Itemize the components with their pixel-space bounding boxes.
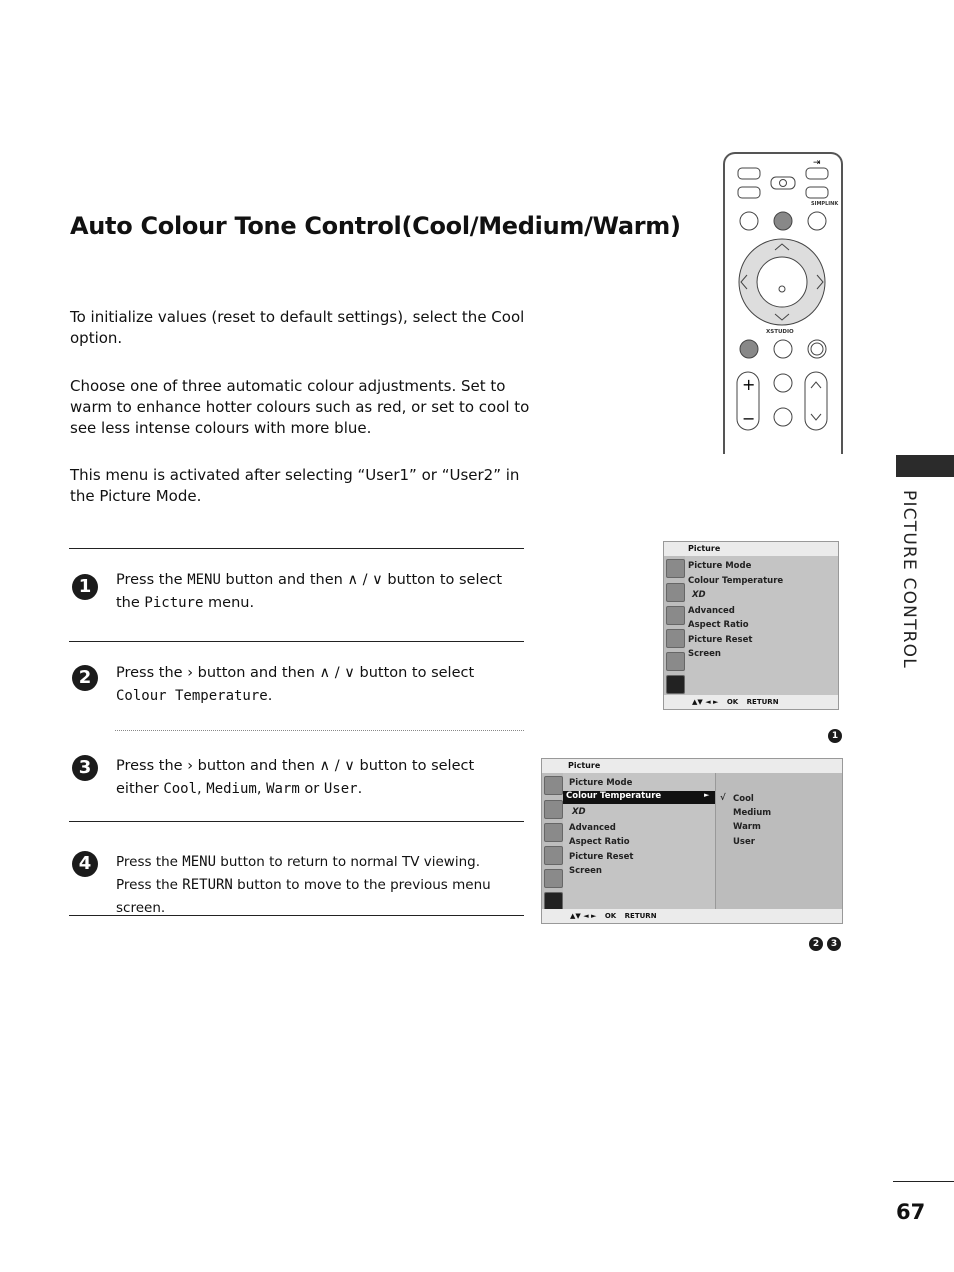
page-number-rule <box>893 1181 954 1182</box>
menu-item: Picture Mode <box>688 561 752 571</box>
warm-key: Warm <box>266 781 300 797</box>
submenu-arrow-icon: ► <box>704 791 710 799</box>
time-icon <box>666 606 685 625</box>
lock-icon <box>666 652 685 671</box>
user-key: User <box>323 781 358 797</box>
step-3-text: Press the › button and then ∧ / ∨ button to select either Cool, Medium, Warm or User. <box>116 758 475 797</box>
audio-icon <box>666 583 685 602</box>
page-number: 67 <box>896 1200 926 1224</box>
menu-item: Picture Reset <box>569 852 634 862</box>
section-label: PICTURE CONTROL <box>899 490 919 669</box>
picture-menu-screen-1 <box>663 541 839 710</box>
step-4-text: Press the MENU button to return to normal TV viewing. Press the RETURN button to move to the previous menu screen. <box>116 854 491 916</box>
menu-item: Picture Reset <box>688 635 753 645</box>
step-number-3: 3 <box>72 755 98 781</box>
menu-item: Picture Mode <box>569 778 633 788</box>
step-number-1: 1 <box>72 574 98 600</box>
menu-header: Picture <box>542 759 842 773</box>
xstudio-logo: XSTUDIO <box>766 329 794 335</box>
step-divider-dotted <box>115 730 524 731</box>
svg-text:−: − <box>742 409 756 428</box>
menu-item-selected: Colour Temperature <box>566 791 662 801</box>
menu-key: MENU <box>187 572 221 588</box>
svg-text:⇥: ⇥ <box>813 158 821 168</box>
menu-item: Advanced <box>688 606 735 616</box>
step-divider <box>69 821 524 822</box>
option-item: User <box>733 837 755 847</box>
menu-item: Screen <box>569 866 602 876</box>
step-marker: 3 <box>827 937 841 951</box>
menu-item: Screen <box>688 649 721 659</box>
xd-logo: XD <box>692 590 706 600</box>
page-title: Auto Colour Tone Control(Cool/Medium/Warm) <box>70 212 681 240</box>
step-divider <box>69 548 524 549</box>
remote-control-illustration <box>723 152 843 454</box>
menu-icon-column <box>542 773 563 909</box>
picture-menu-screen-2 <box>541 758 843 924</box>
svg-text:+: + <box>742 375 756 394</box>
step-number-4: 4 <box>72 851 98 877</box>
sidebar-tab-marker <box>896 455 954 477</box>
option-icon <box>544 846 563 865</box>
return-key: RETURN <box>182 877 233 893</box>
intro-reset-paragraph: To initialize values (reset to default settings), select the Cool option. <box>70 308 525 347</box>
intro-activation-paragraph: This menu is activated after selecting “User1” or “User2” in the Picture Mode. <box>70 466 520 505</box>
up-down-arrows-icon: ∧ / ∨ <box>319 758 355 774</box>
xd-logo: XD <box>572 807 586 817</box>
menu-item: Colour Temperature <box>688 576 784 586</box>
option-item: Medium <box>733 808 772 818</box>
time-icon <box>544 823 563 842</box>
up-down-arrows-icon: ∧ / ∨ <box>319 665 355 681</box>
lock-icon <box>544 869 563 888</box>
menu-item: Aspect Ratio <box>569 837 630 847</box>
option-item: Cool <box>733 794 754 804</box>
check-icon: √ <box>720 793 726 803</box>
menu-footer: ▲▼ ◄ ► OK RETURN <box>542 909 842 923</box>
step-marker: 1 <box>828 729 842 743</box>
option-icon <box>666 629 685 648</box>
up-down-arrows-icon: ∧ / ∨ <box>347 572 383 588</box>
option-item: Warm <box>733 822 761 832</box>
menu-item: Advanced <box>569 823 616 833</box>
right-arrow-icon: › <box>187 758 193 774</box>
intro-choose-paragraph: Choose one of three automatic colour adjustments. Set to warm to enhance hotter colours such as red, or set to cool to see less intense colours with more blue. <box>70 377 530 437</box>
remote-buttons-icon <box>725 154 841 454</box>
menu-item: Aspect Ratio <box>688 620 749 630</box>
colour-temperature-options <box>715 773 842 909</box>
menu-icon-column <box>664 556 685 695</box>
input-icon <box>666 675 685 694</box>
picture-key: Picture <box>144 595 204 611</box>
audio-icon <box>544 800 563 819</box>
step-number-2: 2 <box>72 665 98 691</box>
colour-temperature-key: Colour Temperature <box>116 688 268 704</box>
step-divider <box>69 641 524 642</box>
picture-icon <box>666 559 685 578</box>
menu-key: MENU <box>182 854 216 870</box>
step-2-text: Press the › button and then ∧ / ∨ button to select Colour Temperature. <box>116 665 475 704</box>
step-marker: 2 <box>809 937 823 951</box>
medium-key: Medium <box>206 781 257 797</box>
cool-key: Cool <box>163 781 198 797</box>
picture-icon <box>544 776 563 795</box>
menu-header: Picture <box>664 542 838 556</box>
simplink-logo: SIMPLINK <box>811 201 839 207</box>
menu-footer: ▲▼ ◄ ► OK RETURN <box>664 695 838 709</box>
step-1-text: Press the MENU button and then ∧ / ∨ button to select the Picture menu. <box>116 572 503 611</box>
right-arrow-icon: › <box>187 665 193 681</box>
